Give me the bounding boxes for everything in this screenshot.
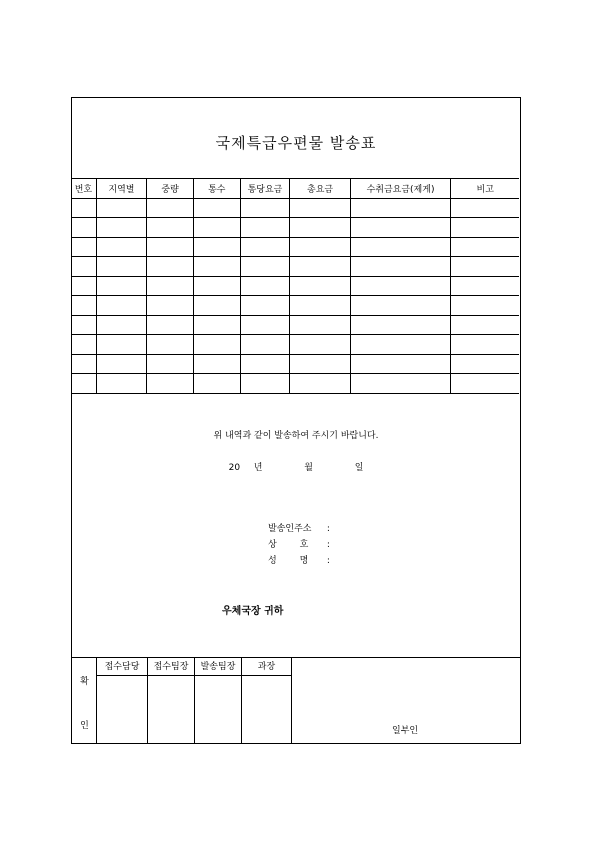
table-cell[interactable]: [290, 257, 351, 277]
table-cell[interactable]: [193, 296, 240, 316]
table-cell[interactable]: [147, 354, 194, 374]
table-cell[interactable]: [147, 237, 194, 257]
date-line: [72, 460, 520, 473]
sender-address-line: [268, 521, 330, 534]
table-row: [71, 374, 519, 394]
colon: :: [326, 540, 330, 550]
sender-name-line: [268, 553, 330, 566]
table-cell[interactable]: [71, 237, 96, 257]
sign-head-manager: 과장: [242, 658, 291, 676]
table-cell[interactable]: [350, 198, 450, 218]
table-cell[interactable]: [290, 296, 351, 316]
header-count: 통수: [193, 179, 240, 199]
table-cell[interactable]: [147, 257, 194, 277]
sign-head-dispatch-lead: 발송팀장: [195, 658, 241, 676]
table-cell[interactable]: [147, 218, 194, 238]
table-cell[interactable]: [71, 218, 96, 238]
table-cell[interactable]: [193, 354, 240, 374]
table-cell[interactable]: [147, 198, 194, 218]
table-cell[interactable]: [71, 374, 96, 394]
table-header-row: [71, 179, 519, 199]
header-unit-fee: 통당요금: [240, 179, 290, 199]
table-row: [71, 198, 519, 218]
table-cell[interactable]: [451, 315, 520, 335]
sign-box-reception-staff[interactable]: [97, 658, 148, 743]
colon: :: [326, 524, 330, 534]
table-cell[interactable]: [96, 276, 147, 296]
table-row: [71, 218, 519, 238]
table-cell[interactable]: [451, 198, 520, 218]
table-cell[interactable]: [193, 218, 240, 238]
table-cell[interactable]: [96, 198, 147, 218]
table-cell[interactable]: [71, 315, 96, 335]
table-cell[interactable]: [290, 315, 351, 335]
table-cell[interactable]: [71, 335, 96, 355]
table-cell[interactable]: [96, 354, 147, 374]
table-cell[interactable]: [193, 315, 240, 335]
request-message: 위 내역과 같이 발송하여 주시기 바랍니다.: [213, 431, 379, 441]
table-cell[interactable]: [240, 218, 290, 238]
table-cell[interactable]: [290, 374, 351, 394]
table-cell[interactable]: [193, 335, 240, 355]
table-cell[interactable]: [451, 354, 520, 374]
table-cell[interactable]: [290, 335, 351, 355]
table-cell[interactable]: [147, 335, 194, 355]
year-prefix: 20: [228, 463, 241, 473]
table-cell[interactable]: [193, 374, 240, 394]
table-cell[interactable]: [193, 237, 240, 257]
table-cell[interactable]: [350, 237, 450, 257]
table-cell[interactable]: [451, 296, 520, 316]
header-number: 번호: [71, 179, 96, 199]
table-cell[interactable]: [96, 237, 147, 257]
table-cell[interactable]: [350, 374, 450, 394]
colon: :: [326, 556, 330, 566]
table-cell[interactable]: [451, 237, 520, 257]
approval-label-top: 확: [80, 677, 89, 687]
table-cell[interactable]: [96, 257, 147, 277]
table-row: [71, 257, 519, 277]
table-cell[interactable]: [240, 237, 290, 257]
table-cell[interactable]: [240, 276, 290, 296]
sign-box-manager[interactable]: [242, 658, 292, 743]
table-row: [71, 296, 519, 316]
table-cell[interactable]: [451, 276, 520, 296]
approval-label: [72, 658, 97, 743]
table-cell[interactable]: [147, 276, 194, 296]
table-cell[interactable]: [240, 374, 290, 394]
year-label: 년: [253, 463, 263, 473]
table-cell[interactable]: [240, 198, 290, 218]
month-label: 월: [304, 463, 313, 473]
sender-company-label: 상 호: [268, 540, 309, 550]
table-cell[interactable]: [451, 218, 520, 238]
table-cell[interactable]: [240, 354, 290, 374]
table-cell[interactable]: [290, 218, 351, 238]
sender-name-label: 성 명: [268, 556, 309, 566]
approval-label-bottom: 인: [80, 721, 89, 731]
table-cell[interactable]: [350, 218, 450, 238]
table-cell[interactable]: [290, 198, 351, 218]
table-cell[interactable]: [290, 237, 351, 257]
table-cell[interactable]: [96, 315, 147, 335]
table-cell[interactable]: [147, 374, 194, 394]
table-cell[interactable]: [290, 276, 351, 296]
shipment-table: [71, 178, 519, 394]
table-cell[interactable]: [147, 296, 194, 316]
form-title: 국제특급우편물 발송표: [215, 134, 377, 152]
table-cell[interactable]: [240, 335, 290, 355]
table-cell[interactable]: [350, 335, 450, 355]
header-weight: 중량: [147, 179, 194, 199]
table-cell[interactable]: [451, 257, 520, 277]
table-cell[interactable]: [96, 218, 147, 238]
table-cell[interactable]: [290, 354, 351, 374]
header-region: 지역별: [96, 179, 147, 199]
table-cell[interactable]: [147, 315, 194, 335]
date-stamp-label: 일부인: [392, 726, 419, 736]
table-cell[interactable]: [96, 296, 147, 316]
recipient-line: 우체국장 귀하: [222, 606, 284, 617]
sign-head-reception-lead: 접수팀장: [148, 658, 194, 676]
table-cell[interactable]: [71, 354, 96, 374]
form-frame: [71, 97, 521, 744]
table-cell[interactable]: [350, 276, 450, 296]
table-cell[interactable]: [96, 335, 147, 355]
table-cell[interactable]: [350, 354, 450, 374]
table-cell[interactable]: [350, 257, 450, 277]
table-row: [71, 276, 519, 296]
table-cell[interactable]: [71, 296, 96, 316]
table-row: [71, 354, 519, 374]
table-cell[interactable]: [96, 374, 147, 394]
table-cell[interactable]: [193, 257, 240, 277]
table-row: [71, 315, 519, 335]
sign-head-reception-staff: 접수담당: [97, 658, 147, 676]
table-cell[interactable]: [240, 315, 290, 335]
header-remarks: 비고: [451, 179, 520, 199]
table-cell[interactable]: [240, 296, 290, 316]
table-cell[interactable]: [451, 335, 520, 355]
table-cell[interactable]: [71, 276, 96, 296]
approval-section: [72, 657, 520, 743]
table-cell[interactable]: [71, 198, 96, 218]
table-cell[interactable]: [350, 296, 450, 316]
table-row: [71, 335, 519, 355]
day-label: 일: [354, 463, 364, 473]
table-cell[interactable]: [193, 276, 240, 296]
sign-box-reception-lead[interactable]: [148, 658, 195, 743]
sign-box-dispatch-lead[interactable]: [195, 658, 242, 743]
table-cell[interactable]: [350, 315, 450, 335]
table-cell[interactable]: [240, 257, 290, 277]
table-cell[interactable]: [193, 198, 240, 218]
sender-company-line: [268, 537, 330, 550]
table-row: [71, 237, 519, 257]
header-recipient-fee: 수취금요금(제게): [350, 179, 450, 199]
header-total-fee: 총요금: [290, 179, 351, 199]
table-cell[interactable]: [451, 374, 520, 394]
sender-address-label: 발송인주소: [268, 524, 312, 534]
table-cell[interactable]: [71, 257, 96, 277]
